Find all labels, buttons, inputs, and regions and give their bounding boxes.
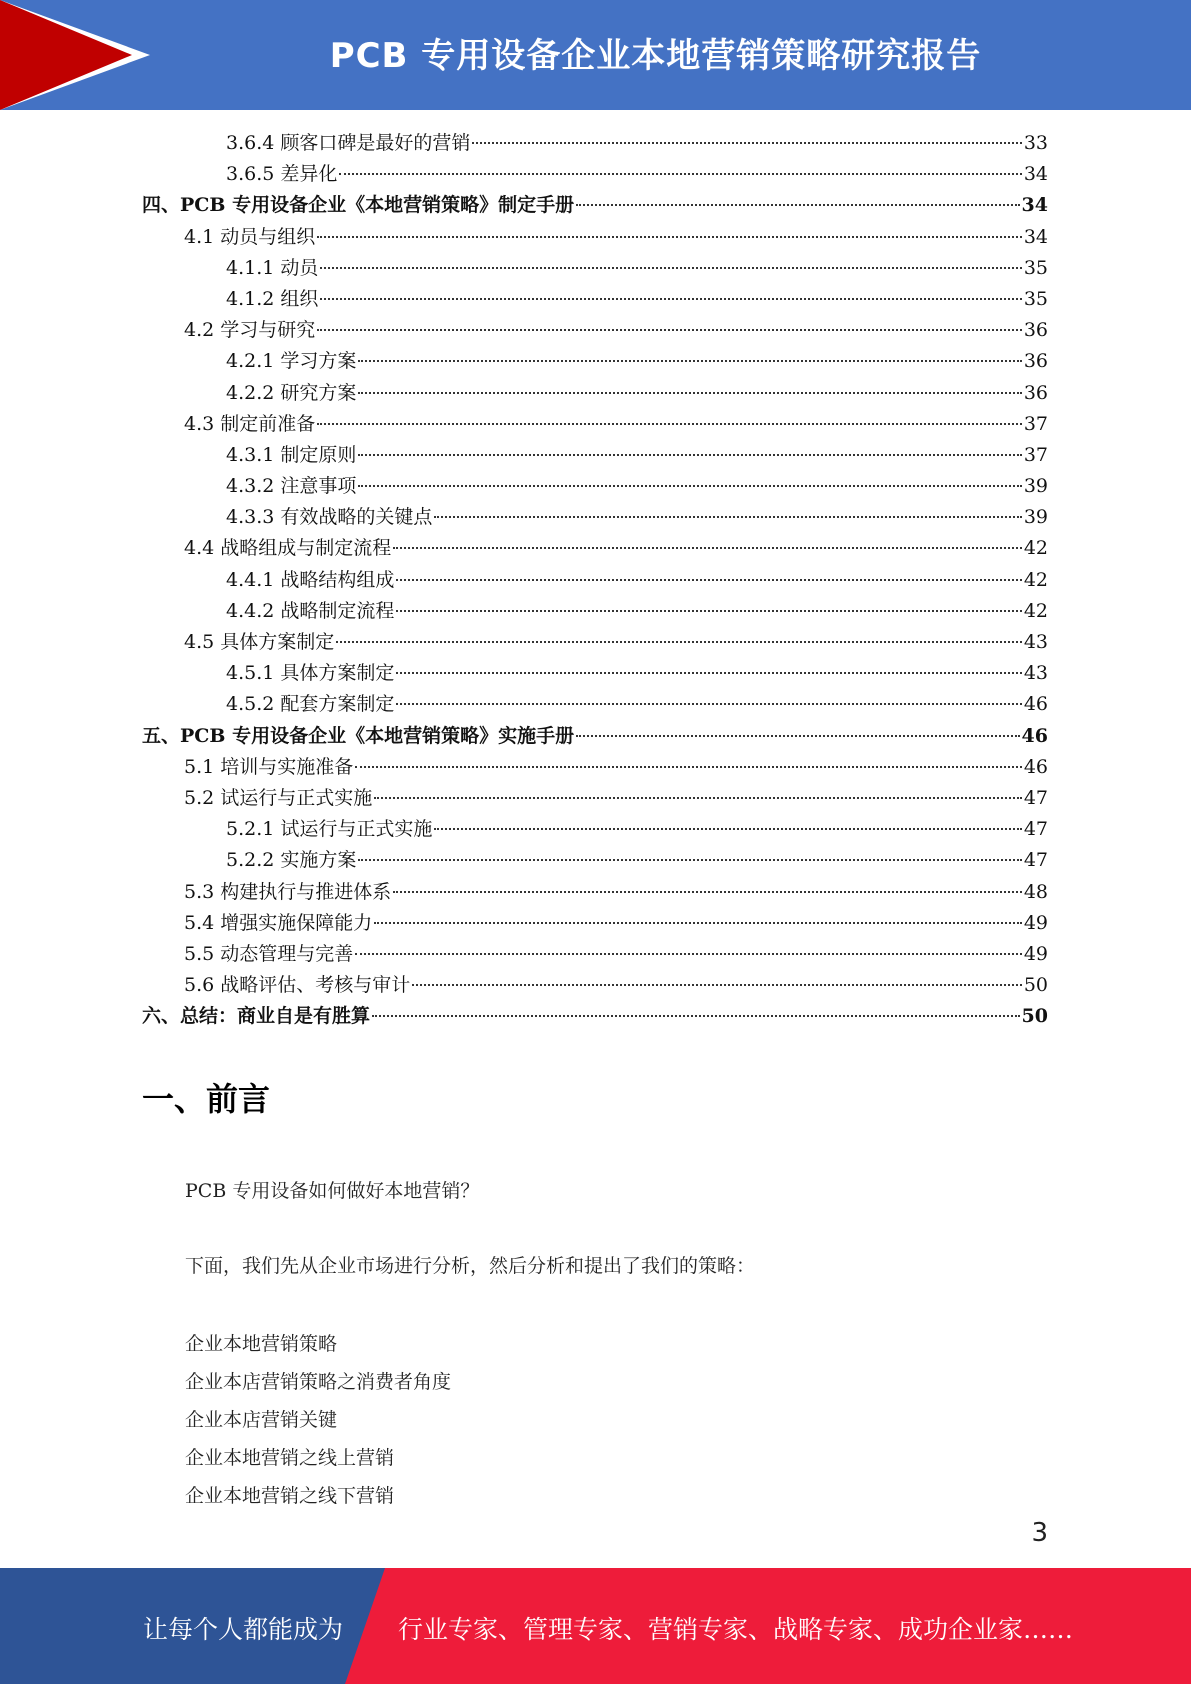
toc-entry-page: 34 [1021,194,1048,217]
toc-entry[interactable] [142,190,1048,221]
toc-leader-dots [320,267,1021,269]
list-item: 企业本地营销策略 [185,1333,338,1355]
toc-entry[interactable] [142,970,1048,1001]
toc-leader-dots [317,423,1022,425]
toc-entry-page: 47 [1023,818,1048,841]
toc-leader-dots [434,516,1021,518]
toc-entry[interactable] [142,814,1048,845]
toc-entry[interactable] [142,471,1048,502]
footer-slogan-left: 让每个人都能成为 [143,1615,344,1644]
toc-entry[interactable] [142,502,1048,533]
toc-entry-page: 47 [1023,849,1048,872]
toc-entry-title: 四、PCB 专用设备企业《本地营销策略》制定手册 [142,194,575,217]
toc-entry[interactable] [142,409,1048,440]
toc-entry-page: 42 [1023,599,1048,622]
toc-leader-dots [358,360,1021,362]
toc-entry-title: 4.1.1 动员 [226,256,319,279]
toc-entry-title: 3.6.4 顾客口碑是最好的营销 [226,132,471,154]
toc-entry[interactable] [142,440,1048,471]
toc-entry[interactable] [142,128,1048,159]
toc-leader-dots [412,984,1022,986]
toc-leader-dots [358,859,1021,861]
toc-entry-title: 4.3 制定前准备 [184,412,316,435]
toc-leader-dots [393,891,1022,893]
toc-leader-dots [434,828,1021,830]
toc-entry[interactable] [142,222,1048,253]
toc-entry-page: 43 [1023,662,1048,685]
toc-entry-title: 4.2 学习与研究 [184,319,316,342]
toc-leader-dots [355,766,1022,768]
toc-leader-dots [317,236,1022,238]
toc-leader-dots [374,922,1022,924]
toc-leader-dots [320,298,1021,300]
toc-entry-title: 4.3.3 有效战略的关键点 [226,506,433,529]
toc-leader-dots [358,454,1021,456]
toc-leader-dots [472,142,1021,144]
toc-entry-page: 36 [1023,381,1048,404]
toc-entry-page: 46 [1023,693,1048,716]
toc-entry-title: 4.5.1 具体方案制定 [226,662,395,685]
footer-slogan-right: 行业专家、管理专家、营销专家、战略专家、成功企业家…… [398,1615,1074,1644]
toc-leader-dots [336,641,1022,643]
toc-entry-title: 5.1 培训与实施准备 [184,755,354,778]
toc-entry-title: 4.3.2 注意事项 [226,475,357,498]
toc-leader-dots [576,735,1019,737]
toc-entry-page: 37 [1023,443,1048,466]
toc-entry[interactable] [142,939,1048,970]
toc-entry[interactable] [142,565,1048,596]
toc-entry-title: 4.1.2 组织 [226,287,319,310]
toc-entry-page: 43 [1023,631,1048,653]
list-item: 企业本店营销策略之消费者角度 [185,1371,452,1393]
toc-leader-dots [372,1015,1020,1017]
toc-entry-page: 39 [1023,506,1048,529]
list-item: 企业本地营销之线上营销 [185,1447,395,1469]
toc-entry-title: 5.2 试运行与正式实施 [184,786,373,809]
toc-entry-title: 4.2.1 学习方案 [226,350,357,373]
toc-entry-page: 39 [1023,475,1048,498]
header-banner [0,0,1191,110]
toc-entry-title: 4.5.2 配套方案制定 [226,693,395,716]
toc-leader-dots [396,579,1021,581]
toc-entry[interactable] [142,783,1048,814]
chevron-red-shape [0,0,132,110]
table-of-contents [142,128,1048,1032]
toc-entry[interactable] [142,908,1048,939]
toc-entry-page: 50 [1021,1005,1048,1028]
toc-entry-title: 五、PCB 专用设备企业《本地营销策略》实施手册 [142,724,575,747]
footer-banner [0,1568,1191,1684]
toc-entry[interactable] [142,689,1048,720]
toc-entry-title: 4.4 战略组成与制定流程 [184,537,392,560]
toc-entry[interactable] [142,253,1048,284]
page-number: 3 [1031,1518,1048,1548]
toc-entry-page: 50 [1023,974,1048,997]
toc-entry-page: 36 [1023,350,1048,373]
toc-entry[interactable] [142,752,1048,783]
toc-entry[interactable] [142,877,1048,908]
toc-leader-dots [396,610,1021,612]
toc-entry-page: 47 [1023,786,1048,809]
list-item: 企业本地营销之线下营销 [185,1485,395,1507]
toc-entry[interactable] [142,284,1048,315]
intro-question: PCB 专用设备如何做好本地营销？ [185,1180,480,1202]
toc-entry[interactable] [142,721,1048,752]
toc-leader-dots [317,329,1022,331]
toc-entry-title: 5.2.2 实施方案 [226,849,357,872]
toc-leader-dots [339,173,1021,175]
toc-entry[interactable] [142,378,1048,409]
section-heading: 一、前言 [142,1080,271,1118]
strategy-list [185,1325,451,1515]
toc-entry-page: 36 [1023,319,1048,342]
toc-entry-page: 46 [1021,724,1048,747]
toc-entry[interactable] [142,845,1048,876]
toc-entry-page: 34 [1023,163,1048,186]
toc-entry-page: 33 [1023,132,1048,154]
toc-entry-title: 5.2.1 试运行与正式实施 [226,818,433,841]
list-item: 企业本店营销关键 [185,1409,338,1431]
toc-entry-title: 5.5 动态管理与完善 [184,942,354,965]
toc-entry-title: 4.5 具体方案制定 [184,631,335,653]
toc-entry-title: 4.3.1 制定原则 [226,443,357,466]
toc-leader-dots [358,485,1021,487]
toc-entry-title: 4.2.2 研究方案 [226,381,357,404]
toc-entry-title: 5.4 增强实施保障能力 [184,911,373,934]
toc-entry-page: 37 [1023,412,1048,435]
toc-leader-dots [396,672,1021,674]
toc-leader-dots [396,703,1021,705]
toc-entry[interactable] [142,533,1048,564]
toc-entry[interactable] [142,159,1048,190]
toc-entry-title: 4.4.1 战略结构组成 [226,568,395,591]
toc-entry-page: 42 [1023,537,1048,560]
toc-entry-page: 42 [1023,568,1048,591]
toc-entry-title: 5.6 战略评估、考核与审计 [184,974,411,997]
toc-leader-dots [355,953,1022,955]
toc-entry[interactable] [142,596,1048,627]
toc-entry-page: 48 [1023,880,1048,903]
toc-entry-page: 49 [1023,942,1048,965]
toc-entry-title: 3.6.5 差异化 [226,163,338,186]
toc-entry[interactable] [142,658,1048,689]
toc-entry-title: 4.1 动员与组织 [184,225,316,248]
toc-entry-title: 5.3 构建执行与推进体系 [184,880,392,903]
toc-leader-dots [576,204,1019,206]
footer-blue-slant [345,1568,385,1684]
toc-entry-title: 4.4.2 战略制定流程 [226,599,395,622]
toc-entry-page: 46 [1023,755,1048,778]
toc-entry[interactable] [142,627,1048,658]
intro-paragraph: 下面，我们先从企业市场进行分析，然后分析和提出了我们的策略： [185,1255,756,1277]
toc-entry[interactable] [142,315,1048,346]
toc-entry-page: 35 [1023,287,1048,310]
toc-entry-page: 34 [1023,225,1048,248]
toc-entry[interactable] [142,346,1048,377]
toc-leader-dots [374,797,1022,799]
toc-leader-dots [393,547,1022,549]
document-title: PCB 专用设备企业本地营销策略研究报告 [329,36,982,76]
toc-entry-page: 49 [1023,911,1048,934]
toc-entry-page: 35 [1023,256,1048,279]
toc-entry-title: 六、总结：商业自是有胜算 [142,1005,371,1028]
toc-leader-dots [358,392,1021,394]
toc-entry[interactable] [142,1001,1048,1032]
